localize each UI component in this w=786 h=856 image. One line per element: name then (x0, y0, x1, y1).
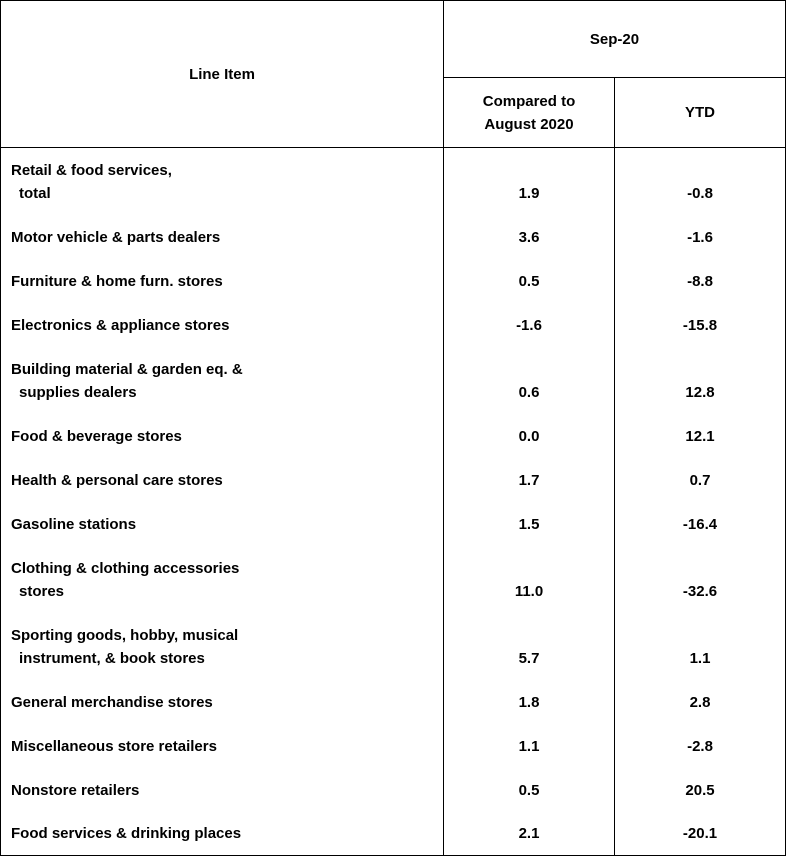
compared-value-cell: 3.6 (444, 215, 615, 259)
compared-value-cell: 0.5 (444, 259, 615, 303)
table-row (1, 259, 786, 303)
table-row (1, 613, 786, 680)
table-row (1, 303, 786, 347)
line-item-cell (1, 812, 444, 856)
line-item-label: Clothing & clothing accessories (11, 559, 240, 577)
compared-header (444, 78, 615, 148)
line-item-label-continued: stores (19, 582, 65, 600)
table-row (1, 502, 786, 546)
line-item-label: Food services & drinking places (11, 825, 242, 842)
compared-value-cell: 1.8 (444, 680, 615, 724)
compared-value-cell: 5.7 (444, 613, 615, 680)
line-item-cell (1, 613, 444, 680)
ytd-value-cell: 0.7 (615, 458, 786, 502)
ytd-value-cell: -15.8 (615, 303, 786, 347)
table-row (1, 215, 786, 259)
compared-value-cell: 2.1 (444, 812, 615, 856)
line-item-label: Sporting goods, hobby, musical (11, 626, 239, 644)
line-item-cell (1, 347, 444, 414)
line-item-label: Building material & garden eq. & (11, 360, 243, 378)
ytd-value-cell: -1.6 (615, 215, 786, 259)
compared-value-cell: 1.5 (444, 502, 615, 546)
line-item-cell (1, 148, 444, 215)
line-item-cell (1, 414, 444, 458)
ytd-value-cell: 20.5 (615, 768, 786, 812)
line-item-label-continued: supplies dealers (19, 383, 137, 401)
table-row (1, 347, 786, 414)
line-item-cell (1, 502, 444, 546)
compared-value-cell: 1.7 (444, 458, 615, 502)
compared-value-cell: 0.6 (444, 347, 615, 414)
line-item-header: Line Item (1, 1, 444, 148)
line-item-cell (1, 768, 444, 812)
line-item-cell (1, 259, 444, 303)
line-item-cell (1, 680, 444, 724)
compared-value-cell: -1.6 (444, 303, 615, 347)
line-item-label: Retail & food services, (11, 161, 172, 179)
line-item-label: General merchandise stores (11, 693, 213, 711)
ytd-header: YTD (615, 78, 786, 148)
line-item-label: Food & beverage stores (11, 427, 182, 445)
table-row (1, 414, 786, 458)
line-item-label-continued: instrument, & book stores (19, 649, 205, 667)
header-row-top (1, 1, 786, 78)
line-item-cell (1, 458, 444, 502)
compared-header-line1: Compared to (482, 92, 576, 110)
line-item-label-continued: total (19, 184, 51, 202)
line-item-label: Electronics & appliance stores (11, 316, 230, 334)
line-item-label: Nonstore retailers (11, 781, 140, 799)
ytd-value-cell: -20.1 (615, 812, 786, 856)
compared-value-cell: 0.0 (444, 414, 615, 458)
table-row (1, 724, 786, 768)
ytd-value-cell: 1.1 (615, 613, 786, 680)
period-header: Sep-20 (444, 1, 786, 78)
ytd-value-cell: 12.1 (615, 414, 786, 458)
table-row (1, 680, 786, 724)
table-row (1, 148, 786, 215)
compared-value-cell: 11.0 (444, 546, 615, 613)
ytd-value-cell: -8.8 (615, 259, 786, 303)
ytd-value-cell: -2.8 (615, 724, 786, 768)
line-item-cell (1, 546, 444, 613)
ytd-value-cell: -0.8 (615, 148, 786, 215)
table-row (1, 458, 786, 502)
ytd-value-cell: -16.4 (615, 502, 786, 546)
line-item-cell (1, 303, 444, 347)
table-row (1, 812, 786, 856)
ytd-value-cell: 12.8 (615, 347, 786, 414)
line-item-cell (1, 724, 444, 768)
line-item-label: Health & personal care stores (11, 471, 223, 489)
line-item-cell (1, 215, 444, 259)
line-item-label: Furniture & home furn. stores (11, 272, 223, 290)
ytd-value-cell: -32.6 (615, 546, 786, 613)
ytd-value-cell: 2.8 (615, 680, 786, 724)
table-row (1, 768, 786, 812)
compared-header-line2: August 2020 (484, 115, 574, 133)
line-item-label: Gasoline stations (11, 515, 137, 533)
line-item-label: Motor vehicle & parts dealers (11, 228, 221, 246)
compared-value-cell: 1.1 (444, 724, 615, 768)
line-item-label: Miscellaneous store retailers (11, 737, 217, 755)
compared-value-cell: 0.5 (444, 768, 615, 812)
compared-value-cell: 1.9 (444, 148, 615, 215)
table-row (1, 546, 786, 613)
